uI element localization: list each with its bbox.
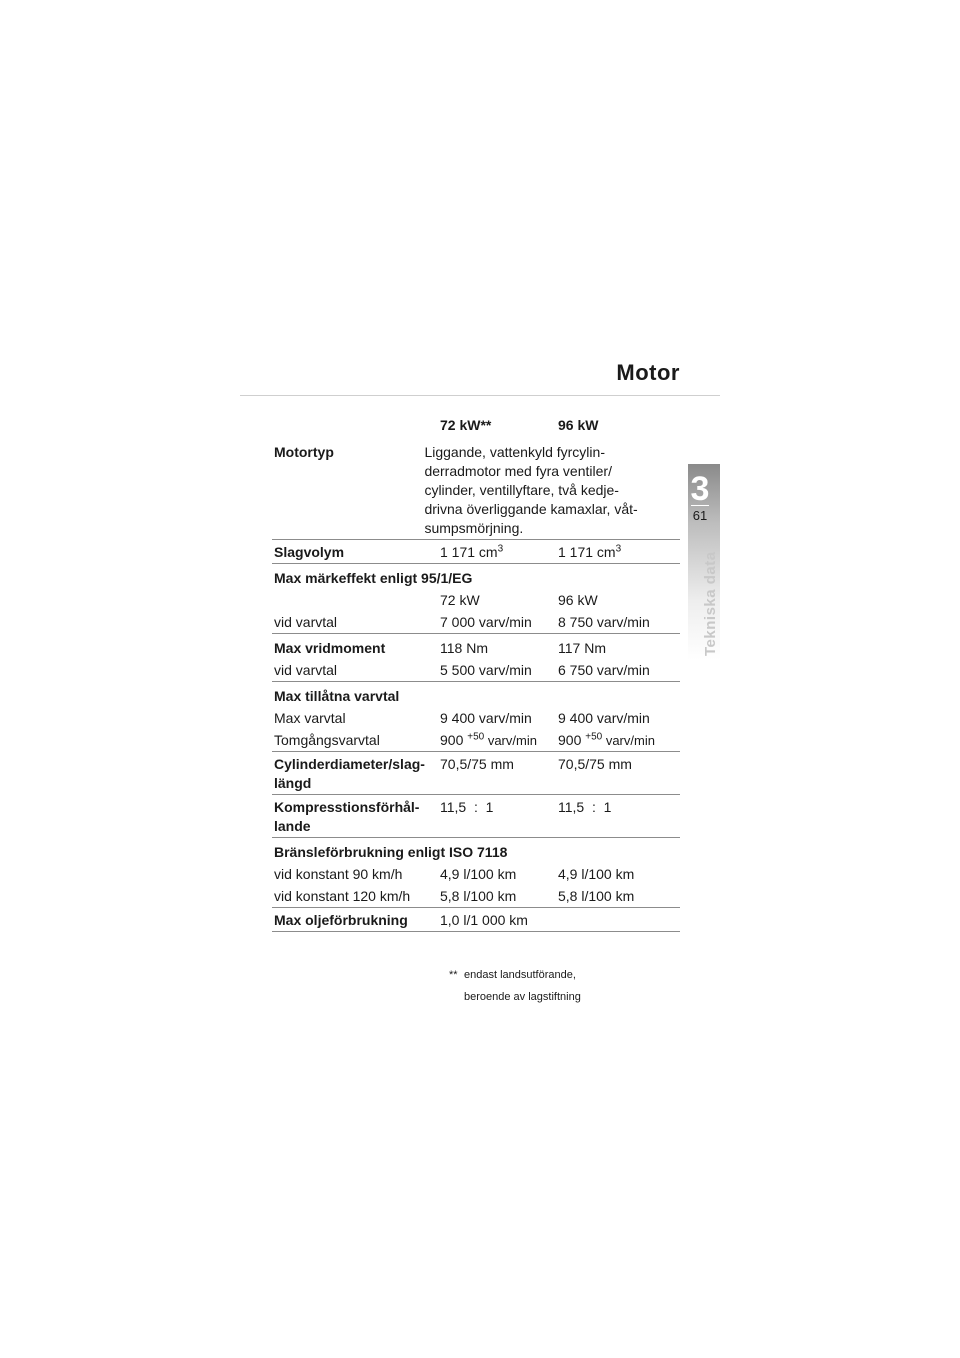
vridmoment-row (272, 634, 680, 658)
bransle-value-72kw: 5,8 l/100 km (440, 888, 517, 904)
chapter-side-label: Tekniska data (702, 551, 719, 656)
chapter-number: 3 (690, 470, 710, 508)
bransle-row (272, 884, 680, 908)
max-varvtal-96kw: 9 400 varv/min (558, 710, 650, 726)
vridmoment-value-72kw: 118 Nm (440, 640, 488, 656)
bransle-heading: Bränsleförbrukning enligt ISO 7118 (274, 844, 508, 860)
tomgang-value-72kw: 900 $^{+50}$ varv/min (440, 731, 537, 748)
effekt-varvtal-96kw: 8 750 varv/min (558, 614, 650, 630)
column-header-72kw: 72 kW** (440, 417, 492, 433)
max-varvtal-label: Max varvtal (274, 710, 346, 726)
kompression-label-line: Kompresstionsförhål- (274, 799, 420, 815)
kompression-label (272, 798, 440, 836)
kompression-value-72kw: 11,5 : 1 (440, 799, 494, 815)
vridmoment-value-96kw: 117 Nm (558, 640, 606, 656)
footnote-line: endast landsutförande, (464, 969, 576, 981)
effekt-varvtal-label: vid varvtal (274, 614, 338, 630)
bransle-heading-row (272, 838, 680, 862)
vridmoment-varvtal-96kw: 6 750 varv/min (558, 662, 650, 678)
column-header-96kw: 96 kW (558, 417, 599, 433)
vridmoment-varvtal-72kw: 5 500 varv/min (440, 662, 532, 678)
motortyp-line: drivna överliggande kamaxlar, våt- (424, 501, 638, 517)
motortyp-line: cylinder, ventillyftare, två kedje- (424, 482, 619, 498)
effekt-varvtal-72kw: 7 000 varv/min (440, 614, 532, 630)
effekt-kw-row (272, 588, 680, 610)
motortyp-line: derradmotor med fyra ventiler/ (424, 463, 612, 479)
bransle-value-72kw: 4,9 l/100 km (440, 866, 517, 882)
tomgang-label: Tomgångsvarvtal (274, 732, 380, 748)
cylinder-label-line: Cylinderdiameter/slag- (274, 756, 425, 772)
tillatna-heading-row (272, 682, 680, 706)
cylinder-row (272, 752, 680, 795)
max-varvtal-row (272, 706, 680, 728)
footnote-mark: ** (449, 969, 458, 981)
footnote-line: beroende av lagstiftning (464, 991, 581, 1003)
tomgang-row (272, 728, 680, 752)
bransle-value-96kw: 4,9 l/100 km (558, 866, 635, 882)
bransle-label: vid konstant 120 km/h (274, 888, 411, 904)
tillatna-heading: Max tillåtna varvtal (274, 688, 400, 704)
kompression-value-96kw: 11,5 : 1 (558, 799, 612, 815)
cylinder-label-line: längd (274, 775, 312, 791)
slagvolym-value-72kw: 1 171 $cm^3$ (440, 543, 504, 560)
motortyp-line: Liggande, vattenkyld fyrcylin- (424, 444, 605, 460)
footnote (449, 964, 581, 1008)
page-number: 61 (692, 508, 708, 523)
kompression-label-line: lande (274, 818, 311, 834)
bransle-row (272, 862, 680, 884)
kompression-row (272, 795, 680, 838)
effekt-value-96kw: 96 kW (558, 592, 598, 608)
vridmoment-varvtal-label: vid varvtal (274, 662, 338, 678)
cylinder-value-96kw: 70,5/75 mm (558, 756, 632, 772)
column-header-row (272, 412, 680, 443)
motortyp-value (424, 443, 680, 538)
motortyp-row (272, 443, 680, 540)
chapter-divider (691, 505, 709, 506)
cylinder-value-72kw: 70,5/75 mm (440, 756, 514, 772)
effekt-heading-row (272, 564, 680, 588)
motortyp-line: sumpsmörjning. (424, 520, 524, 536)
bransle-label: vid konstant 90 km/h (274, 866, 403, 882)
effekt-varvtal-row (272, 610, 680, 634)
slagvolym-row (272, 540, 680, 564)
slagvolym-label: Slagvolym (274, 544, 345, 560)
spec-table (272, 412, 680, 932)
slagvolym-value-96kw: 1 171 $cm^3$ (558, 543, 622, 560)
max-varvtal-72kw: 9 400 varv/min (440, 710, 532, 726)
vridmoment-varvtal-row (272, 658, 680, 682)
vridmoment-label: Max vridmoment (274, 640, 386, 656)
page-title: Motor (616, 360, 680, 385)
motortyp-label: Motortyp (274, 444, 334, 460)
tomgang-value-96kw: 900 $^{+50}$ varv/min (558, 731, 655, 748)
title-divider (240, 395, 720, 396)
bransle-value-96kw: 5,8 l/100 km (558, 888, 635, 904)
cylinder-label (272, 755, 440, 793)
effekt-heading: Max märkeffekt enligt 95/1/EG (274, 570, 473, 586)
effekt-value-72kw: 72 kW (440, 592, 480, 608)
olje-value: 1,0 l/1 000 km (440, 912, 528, 928)
olje-row (272, 908, 680, 932)
olje-label: Max oljeförbrukning (274, 912, 408, 928)
